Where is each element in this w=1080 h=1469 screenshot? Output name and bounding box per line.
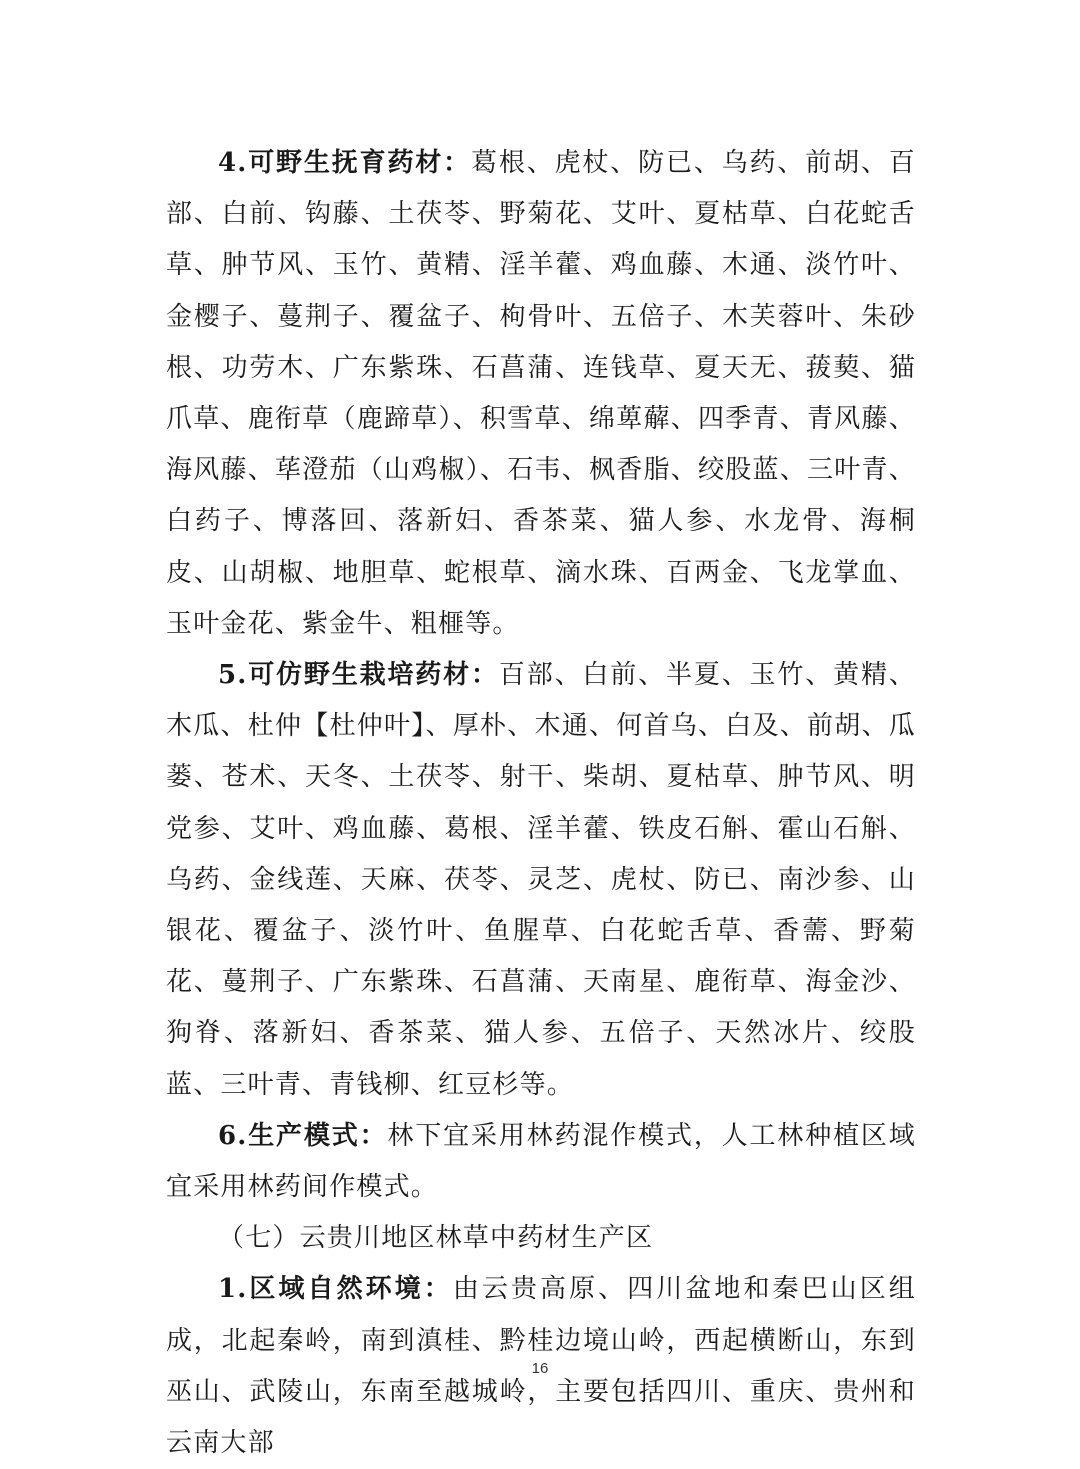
paragraph-heading: 5.可仿野生栽培药材： [218,660,499,691]
body-text [166,138,916,1469]
paragraph-body: 林下宜采用林药混作模式，人工林种植区域宜采用林药间作模式。 [166,1120,916,1203]
page-number: 16 [531,1360,549,1377]
paragraph-wild-tending [166,138,916,650]
paragraph-production-mode [166,1111,916,1213]
paragraph-heading: 1.区域自然环境： [218,1274,453,1305]
paragraph-heading: 4.可野生抚育药材： [218,148,472,178]
paragraph-imitation-wild [166,650,916,1111]
section-heading: （七）云贵川地区林草中药材生产区 [218,1223,654,1254]
paragraph-body: 百部、白前、半夏、玉竹、黄精、木瓜、杜仲【杜仲叶】、厚朴、木通、何首乌、白及、前胡、瓜蒌、苍术、天冬、土茯苓、射干、柴胡、夏枯草、肿节风、明党参、艾叶、鸡血藤、葛根、淫羊藿、铁皮石斛、霍山石斛、乌药、金线莲、天麻、茯苓、灵芝、虎杖、防已、南沙参、山银花、覆盆子、淡竹叶、鱼腥草、白花蛇舌草、香薷、野菊花、蔓荆子、广东紫珠、石菖蒲、天南星、鹿衔草、海金沙、狗脊、落新妇、香茶菜、猫人参、五倍子、天然冰片、绞股蓝、三叶青、青钱柳、红豆杉等。 [166,660,916,1100]
paragraph-heading: 6.生产模式： [218,1120,388,1151]
paragraph-body: 由云贵高原、四川盆地和秦巴山区组成，北起秦岭，南到滇桂、黔桂边境山岭，西起横断山，东到巫山、武陵山，东南至越城岭，主要包括四川、重庆、贵州和云南大部 [166,1274,917,1459]
paragraph-body: 葛根、虎杖、防已、乌药、前胡、百部、白前、钩藤、土茯苓、野菊花、艾叶、夏枯草、白花蛇舌草、肿节风、玉竹、黄精、淫羊藿、鸡血藤、木通、淡竹叶、金樱子、蔓荆子、覆盆子、枸骨叶、五倍子、木芙蓉叶、朱砂根、功劳木、广东紫珠、石菖蒲、连钱草、夏天无、菝葜、猫爪草、鹿衔草（鹿蹄草）、积雪草、绵萆薢、四季青、青风藤、海风藤、荜澄茄（山鸡椒）、石韦、枫香脂、绞股蓝、三叶青、白药子、博落回、落新妇、香茶菜、猫人参、水龙骨、海桐皮、山胡椒、地胆草、蛇根草、滴水珠、百两金、飞龙掌血、玉叶金花、紫金牛、粗榧等。 [166,148,916,639]
